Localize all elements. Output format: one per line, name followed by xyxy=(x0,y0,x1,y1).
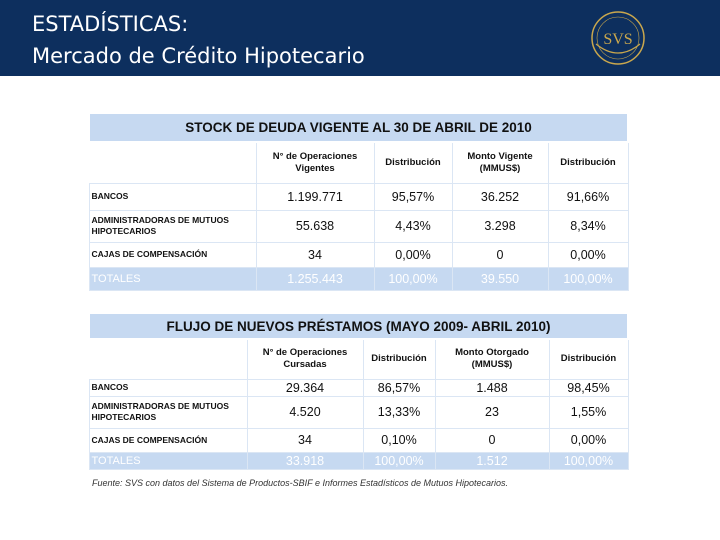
table-row xyxy=(89,428,628,452)
table-header-row xyxy=(89,339,628,379)
table-cell: 4,43% xyxy=(374,210,452,242)
table-cell: 13,33% xyxy=(363,396,435,428)
table-row xyxy=(89,183,628,210)
table-cell: 0,10% xyxy=(363,428,435,452)
row-label: ADMINISTRADORAS DE MUTUOS HIPOTECARIOS xyxy=(89,210,256,242)
column-header: Distribución xyxy=(549,339,628,379)
row-label: CAJAS DE COMPENSACIÓN xyxy=(89,242,256,267)
stock-table-title: STOCK DE DEUDA VIGENTE AL 30 DE ABRIL DE 2010 xyxy=(89,113,628,142)
totals-cell: 100,00% xyxy=(374,267,452,290)
table-row xyxy=(89,396,628,428)
table-row xyxy=(89,379,628,396)
column-header: N° de Operaciones Cursadas xyxy=(247,339,363,379)
totals-label: TOTALES xyxy=(89,267,256,290)
source-note: Fuente: SVS con datos del Sistema de Productos-SBIF e Informes Estadísticos de Mutuos Hipotecarios. xyxy=(92,478,509,488)
table-title-row xyxy=(89,313,628,339)
table-header-row xyxy=(89,142,628,183)
totals-cell: 1.512 xyxy=(435,452,549,469)
row-label: ADMINISTRADORAS DE MUTUOS HIPOTECARIOS xyxy=(89,396,247,428)
header-blank-cell xyxy=(89,142,256,183)
table-cell: 1.199.771 xyxy=(256,183,374,210)
table-cell: 86,57% xyxy=(363,379,435,396)
header-banner xyxy=(0,0,720,76)
totals-cell: 100,00% xyxy=(363,452,435,469)
column-header: Distribución xyxy=(548,142,628,183)
row-label: CAJAS DE COMPENSACIÓN xyxy=(89,428,247,452)
table-row xyxy=(89,242,628,267)
table-cell: 55.638 xyxy=(256,210,374,242)
page-title-line2: Mercado de Crédito Hipotecario xyxy=(32,44,365,68)
table-cell: 0,00% xyxy=(374,242,452,267)
table-cell: 98,45% xyxy=(549,379,628,396)
table-cell: 8,34% xyxy=(548,210,628,242)
totals-row xyxy=(89,452,628,469)
table-title-row xyxy=(89,113,628,142)
table-cell: 1.488 xyxy=(435,379,549,396)
page-title-line1: ESTADÍSTICAS: xyxy=(32,12,189,36)
table-cell: 1,55% xyxy=(549,396,628,428)
logo-text: SVS xyxy=(603,31,633,48)
stock-table xyxy=(88,112,629,291)
totals-cell: 39.550 xyxy=(452,267,548,290)
totals-cell: 100,00% xyxy=(548,267,628,290)
flow-table-title: FLUJO DE NUEVOS PRÉSTAMOS (MAYO 2009- ABRIL 2010) xyxy=(89,313,628,339)
table-cell: 91,66% xyxy=(548,183,628,210)
totals-cell: 33.918 xyxy=(247,452,363,469)
column-header: Monto Otorgado (MMUS$) xyxy=(435,339,549,379)
table-row xyxy=(89,210,628,242)
table-cell: 29.364 xyxy=(247,379,363,396)
totals-cell: 1.255.443 xyxy=(256,267,374,290)
flow-table xyxy=(88,312,629,470)
table-cell: 4.520 xyxy=(247,396,363,428)
totals-cell: 100,00% xyxy=(549,452,628,469)
table-cell: 36.252 xyxy=(452,183,548,210)
table-cell: 23 xyxy=(435,396,549,428)
column-header: N° de Operaciones Vigentes xyxy=(256,142,374,183)
table-cell: 3.298 xyxy=(452,210,548,242)
row-label: BANCOS xyxy=(89,379,247,396)
table-cell: 95,57% xyxy=(374,183,452,210)
table-cell: 0 xyxy=(435,428,549,452)
svs-logo xyxy=(590,10,646,66)
column-header: Distribución xyxy=(374,142,452,183)
table-cell: 0,00% xyxy=(548,242,628,267)
column-header: Monto Vigente (MMUS$) xyxy=(452,142,548,183)
header-blank-cell xyxy=(89,339,247,379)
totals-row xyxy=(89,267,628,290)
column-header: Distribución xyxy=(363,339,435,379)
table-cell: 0 xyxy=(452,242,548,267)
table-cell: 34 xyxy=(247,428,363,452)
row-label: BANCOS xyxy=(89,183,256,210)
table-cell: 0,00% xyxy=(549,428,628,452)
table-cell: 34 xyxy=(256,242,374,267)
totals-label: TOTALES xyxy=(89,452,247,469)
